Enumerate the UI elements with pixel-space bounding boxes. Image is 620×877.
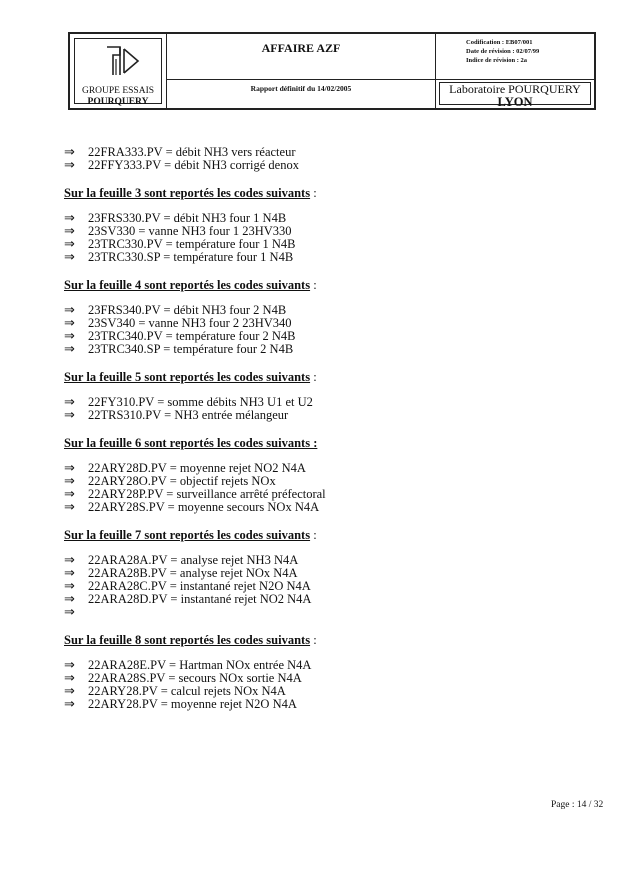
double-arrow-right-icon: ⇒ xyxy=(64,211,75,226)
list-item-text: 23TRC340.SP = température four 2 N4B xyxy=(88,342,294,356)
codification-block xyxy=(436,34,594,80)
list-item-text: 22TRS310.PV = NH3 entrée mélangeur xyxy=(88,408,289,422)
list-item-text: 23TRC340.PV = température four 2 N4B xyxy=(88,329,296,343)
section-title-colon: : xyxy=(310,528,317,542)
list-item-text: 22ARY28O.PV = objectif rejets NOx xyxy=(88,474,276,488)
codification: Codification : EB07/001 xyxy=(466,39,533,46)
section-title-colon: : xyxy=(310,278,317,292)
spacer xyxy=(64,264,584,278)
double-arrow-right-icon: ⇒ xyxy=(64,487,75,502)
double-arrow-right-icon: ⇒ xyxy=(64,671,75,686)
section-title xyxy=(64,528,584,542)
list-item-text: 22ARA28S.PV = secours NOx sortie N4A xyxy=(88,671,302,685)
list-item-text: 23TRC330.SP = température four 1 N4B xyxy=(88,250,294,264)
document-header xyxy=(68,32,596,110)
double-arrow-right-icon: ⇒ xyxy=(64,605,75,620)
section-title-text: Sur la feuille 3 sont reportés les codes suivants xyxy=(64,186,311,200)
list-item-text: 23FRS340.PV = débit NH3 four 2 N4B xyxy=(88,303,287,317)
list-item-text: 22ARY28.PV = moyenne rejet N2O N4A xyxy=(88,697,297,711)
double-arrow-right-icon: ⇒ xyxy=(64,329,75,344)
list-item-text: 23SV340 = vanne NH3 four 2 23HV340 xyxy=(88,316,292,330)
list-item-text: 22ARA28C.PV = instantané rejet N2O N4A xyxy=(88,579,311,593)
list-item-text: 22FFY333.PV = débit NH3 corrigé denox xyxy=(88,158,299,172)
list-item xyxy=(64,251,584,264)
spacer xyxy=(64,422,584,436)
double-arrow-right-icon: ⇒ xyxy=(64,500,75,515)
logo-line-2: POURQUERY xyxy=(87,97,149,107)
revision-index: Indice de révision : 2a xyxy=(466,57,528,64)
list-item xyxy=(64,606,584,619)
revision-date: Date de révision : 02/07/99 xyxy=(466,48,540,55)
logo-cell xyxy=(70,34,167,108)
section-title xyxy=(64,186,584,200)
double-arrow-right-icon: ⇒ xyxy=(64,303,75,318)
list-item-text: 22ARA28A.PV = analyse rejet NH3 N4A xyxy=(88,553,299,567)
list-item-text: 22FY310.PV = somme débits NH3 U1 et U2 xyxy=(88,395,313,409)
section-title-colon: : xyxy=(310,633,317,647)
list-item-text: 23FRS330.PV = débit NH3 four 1 N4B xyxy=(88,211,287,225)
list-item-text: 23TRC330.PV = température four 1 N4B xyxy=(88,237,296,251)
section-title-text: Sur la feuille 4 sont reportés les codes suivants xyxy=(64,278,311,292)
double-arrow-right-icon: ⇒ xyxy=(64,145,75,160)
section-title-colon: : xyxy=(310,370,317,384)
section-title-text: Sur la feuille 8 sont reportés les codes suivants xyxy=(64,633,311,647)
list-item xyxy=(64,409,584,422)
list-item xyxy=(64,343,584,356)
list-item-text: 22FRA333.PV = débit NH3 vers réacteur xyxy=(88,145,296,159)
section-title xyxy=(64,278,584,292)
lab-box xyxy=(439,82,591,109)
section-title xyxy=(64,436,584,450)
lab-name: Laboratoire POURQUERY xyxy=(449,82,581,96)
double-arrow-right-icon: ⇒ xyxy=(64,658,75,673)
list-item xyxy=(64,159,584,172)
double-arrow-right-icon: ⇒ xyxy=(64,250,75,265)
double-arrow-right-icon: ⇒ xyxy=(64,592,75,607)
list-item xyxy=(64,593,584,606)
double-arrow-right-icon: ⇒ xyxy=(64,408,75,423)
double-arrow-right-icon: ⇒ xyxy=(64,224,75,239)
section-title xyxy=(64,370,584,384)
double-arrow-right-icon: ⇒ xyxy=(64,461,75,476)
list-item-text: 22ARY28D.PV = moyenne rejet NO2 N4A xyxy=(88,461,306,475)
double-arrow-right-icon: ⇒ xyxy=(64,158,75,173)
section-title-text: Sur la feuille 7 sont reportés les codes suivants xyxy=(64,528,311,542)
spacer xyxy=(64,514,584,528)
double-arrow-right-icon: ⇒ xyxy=(64,566,75,581)
section-title xyxy=(64,633,584,647)
double-arrow-right-icon: ⇒ xyxy=(64,237,75,252)
list-item xyxy=(64,698,584,711)
spacer xyxy=(64,172,584,186)
gp-logo-icon xyxy=(105,45,141,77)
report-date: Rapport définitif du 14/02/2005 xyxy=(167,80,436,108)
list-item-text: 22ARA28B.PV = analyse rejet NOx N4A xyxy=(88,566,298,580)
section-title-colon: : xyxy=(310,186,317,200)
list-item xyxy=(64,501,584,514)
double-arrow-right-icon: ⇒ xyxy=(64,553,75,568)
list-item-text: 23SV330 = vanne NH3 four 1 23HV330 xyxy=(88,224,292,238)
lab-city: LYON xyxy=(497,95,533,109)
list-item-text: 22ARY28P.PV = surveillance arrêté préfectoral xyxy=(88,487,326,501)
list-item-text: 22ARA28D.PV = instantané rejet NO2 N4A xyxy=(88,592,312,606)
document-body xyxy=(64,146,584,711)
double-arrow-right-icon: ⇒ xyxy=(64,342,75,357)
section-title-text: Sur la feuille 5 sont reportés les codes suivants xyxy=(64,370,311,384)
double-arrow-right-icon: ⇒ xyxy=(64,316,75,331)
list-item-text: 22ARY28S.PV = moyenne secours NOx N4A xyxy=(88,500,320,514)
section-title-text: Sur la feuille 6 sont reportés les codes suivants : xyxy=(64,436,318,450)
logo-box xyxy=(74,38,162,107)
spacer xyxy=(64,356,584,370)
double-arrow-right-icon: ⇒ xyxy=(64,474,75,489)
document-title: AFFAIRE AZF xyxy=(167,34,436,80)
logo-text xyxy=(75,86,161,108)
list-item-text: 22ARA28E.PV = Hartman NOx entrée N4A xyxy=(88,658,312,672)
double-arrow-right-icon: ⇒ xyxy=(64,395,75,410)
double-arrow-right-icon: ⇒ xyxy=(64,579,75,594)
double-arrow-right-icon: ⇒ xyxy=(64,684,75,699)
page-number: Page : 14 / 32 xyxy=(551,800,604,810)
double-arrow-right-icon: ⇒ xyxy=(64,697,75,712)
spacer xyxy=(64,619,584,633)
logo-line-1: GROUPE ESSAIS xyxy=(81,86,155,96)
list-item-text: 22ARY28.PV = calcul rejets NOx N4A xyxy=(88,684,286,698)
lab-cell xyxy=(436,80,594,108)
